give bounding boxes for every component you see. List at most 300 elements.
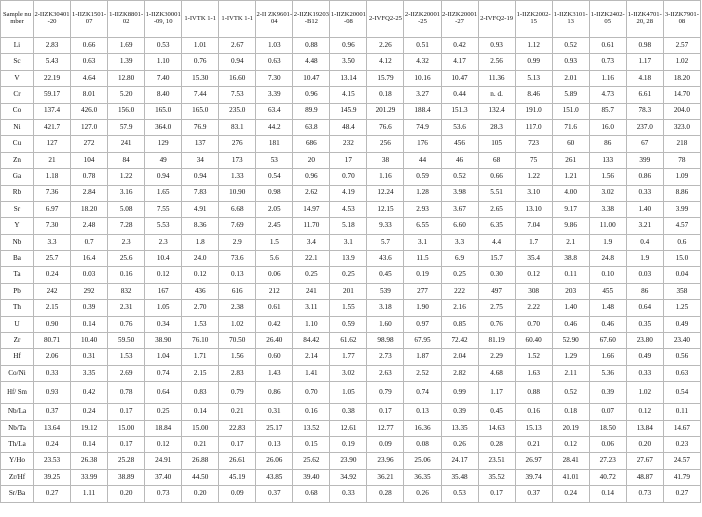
table-cell: 3.21 — [626, 218, 663, 234]
table-cell: 5.36 — [589, 365, 626, 381]
table-cell: 686 — [293, 136, 330, 152]
table-cell: 0.37 — [256, 486, 293, 502]
table-cell: 23.40 — [663, 333, 700, 349]
row-label: U — [1, 316, 34, 332]
table-cell: 23.90 — [330, 453, 367, 469]
table-cell: 0.76 — [478, 316, 515, 332]
table-cell: 2.22 — [515, 300, 552, 316]
table-cell: 13.35 — [441, 420, 478, 436]
table-cell: 10.16 — [404, 70, 441, 86]
table-cell: 7.44 — [182, 87, 219, 103]
table-cell: 1.18 — [34, 169, 71, 185]
table-cell: 2.15 — [182, 365, 219, 381]
table-cell: 1.9 — [626, 251, 663, 267]
row-label: Zr — [1, 333, 34, 349]
table-cell: 1.17 — [626, 54, 663, 70]
table-cell: 0.73 — [145, 486, 182, 502]
table-cell: 24.0 — [182, 251, 219, 267]
table-cell: 0.98 — [626, 38, 663, 54]
table-cell: 35.48 — [441, 469, 478, 485]
table-cell: 35.4 — [515, 251, 552, 267]
table-cell: 1.40 — [552, 300, 589, 316]
table-cell: 0.12 — [145, 436, 182, 452]
table-cell: 1.52 — [515, 349, 552, 365]
table-cell: 0.64 — [145, 382, 182, 404]
table-cell: 2.52 — [404, 365, 441, 381]
table-cell: 0.37 — [34, 404, 71, 420]
table-cell: 2.3 — [108, 234, 145, 250]
column-header: 2-IVFQ2-25 — [367, 1, 404, 38]
table-cell: 0.88 — [293, 38, 330, 54]
table-cell: 3.1 — [404, 234, 441, 250]
table-cell: 272 — [71, 136, 108, 152]
table-cell: 426.0 — [71, 103, 108, 119]
table-cell: 2.14 — [293, 349, 330, 365]
table-cell: 1.71 — [182, 349, 219, 365]
table-cell: 2.26 — [367, 38, 404, 54]
table-cell: 5.7 — [367, 234, 404, 250]
table-cell: 0.24 — [34, 267, 71, 283]
table-cell: 1.21 — [552, 169, 589, 185]
table-cell: 0.76 — [108, 316, 145, 332]
table-cell: 1.05 — [145, 300, 182, 316]
table-cell: 4.73 — [589, 87, 626, 103]
table-cell: 24.91 — [145, 453, 182, 469]
table-cell: 44.2 — [256, 119, 293, 135]
table-cell: 0.78 — [71, 169, 108, 185]
table-cell: 6.9 — [441, 251, 478, 267]
table-cell: 25.17 — [256, 420, 293, 436]
table-cell: 5.20 — [108, 87, 145, 103]
table-cell: 5.13 — [515, 70, 552, 86]
table-cell: 0.17 — [108, 404, 145, 420]
column-header: 1-IIZK1501-07 — [71, 1, 108, 38]
table-cell: 23.51 — [478, 453, 515, 469]
table-cell: 0.79 — [367, 382, 404, 404]
table-cell: 1.56 — [219, 349, 256, 365]
table-cell: 7.36 — [34, 185, 71, 201]
table-cell: 0.09 — [367, 436, 404, 452]
table-cell: 44 — [404, 152, 441, 168]
table-cell: 4.53 — [330, 201, 367, 217]
table-cell: 7.55 — [145, 201, 182, 217]
table-cell: 256 — [367, 136, 404, 152]
table-cell: 181 — [256, 136, 293, 152]
table-cell: 11.5 — [404, 251, 441, 267]
table-cell: 4.91 — [182, 201, 219, 217]
table-cell: 0.46 — [552, 316, 589, 332]
table-cell: 0.39 — [441, 404, 478, 420]
table-cell: 1.09 — [663, 169, 700, 185]
table-cell: 1.12 — [515, 38, 552, 54]
table-cell: 39.25 — [34, 469, 71, 485]
table-row — [1, 316, 701, 332]
table-cell: 218 — [663, 136, 700, 152]
table-cell: 0.26 — [441, 436, 478, 452]
table-cell: 222 — [441, 283, 478, 299]
table-cell: 12.24 — [367, 185, 404, 201]
table-cell: 38.90 — [145, 333, 182, 349]
table-cell: 7.28 — [108, 218, 145, 234]
table-cell: 0.4 — [626, 234, 663, 250]
table-cell: 0.42 — [441, 38, 478, 54]
table-cell: 40.72 — [589, 469, 626, 485]
table-cell: 60.40 — [515, 333, 552, 349]
table-row — [1, 300, 701, 316]
table-cell: 235.0 — [219, 103, 256, 119]
table-cell: 1.16 — [589, 70, 626, 86]
table-row — [1, 469, 701, 485]
table-cell: 2.11 — [552, 365, 589, 381]
table-cell: 0.94 — [145, 169, 182, 185]
table-cell: 3.02 — [330, 365, 367, 381]
table-cell: 4.32 — [404, 54, 441, 70]
table-row — [1, 436, 701, 452]
table-cell: 25.6 — [108, 251, 145, 267]
table-cell: 12.15 — [367, 201, 404, 217]
table-cell: 133 — [589, 152, 626, 168]
table-cell: 8.46 — [515, 87, 552, 103]
row-label: Y/Ho — [1, 453, 34, 469]
table-cell: 0.25 — [293, 267, 330, 283]
column-header: 1-IIZK8801-02 — [108, 1, 145, 38]
corner-header: Sample number — [1, 1, 34, 38]
table-cell: 12.80 — [108, 70, 145, 86]
table-cell: 0.70 — [293, 382, 330, 404]
table-cell: 25.7 — [34, 251, 71, 267]
table-cell: 59.50 — [108, 333, 145, 349]
table-cell: 0.70 — [515, 316, 552, 332]
table-cell: 2.83 — [34, 38, 71, 54]
table-cell: 80.71 — [34, 333, 71, 349]
table-cell: 0.98 — [256, 185, 293, 201]
table-cell: 46 — [441, 152, 478, 168]
table-cell: 86 — [589, 136, 626, 152]
table-cell: 1.22 — [108, 169, 145, 185]
table-cell: 0.16 — [108, 267, 145, 283]
table-cell: 1.02 — [626, 382, 663, 404]
table-cell: 0.56 — [663, 349, 700, 365]
table-cell: 1.43 — [256, 365, 293, 381]
table-cell: 0.24 — [552, 486, 589, 502]
table-cell: 0.61 — [589, 38, 626, 54]
table-row — [1, 169, 701, 185]
table-cell: 15.00 — [182, 420, 219, 436]
table-cell: 0.46 — [589, 316, 626, 332]
table-cell: 0.14 — [71, 436, 108, 452]
table-cell: 3.39 — [256, 87, 293, 103]
table-cell: 0.37 — [515, 486, 552, 502]
table-cell: 539 — [367, 283, 404, 299]
table-cell: 7.53 — [219, 87, 256, 103]
table-cell: 1.87 — [404, 349, 441, 365]
table-cell: 436 — [182, 283, 219, 299]
table-cell: 0.19 — [330, 436, 367, 452]
table-cell: 0.93 — [34, 382, 71, 404]
table-cell: 25.06 — [404, 453, 441, 469]
table-cell: 1.04 — [145, 349, 182, 365]
table-cell: 2.04 — [441, 349, 478, 365]
table-cell: 0.20 — [626, 436, 663, 452]
table-cell: 0.17 — [219, 436, 256, 452]
table-cell: 1.55 — [330, 300, 367, 316]
table-cell: 43.6 — [367, 251, 404, 267]
table-cell: 0.21 — [182, 436, 219, 452]
table-cell: 78.3 — [626, 103, 663, 119]
table-cell: 0.94 — [182, 169, 219, 185]
table-cell: 4.48 — [293, 54, 330, 70]
table-cell: 2.83 — [219, 365, 256, 381]
row-label: Sr/Ba — [1, 486, 34, 502]
table-cell: 2.57 — [663, 38, 700, 54]
table-cell: 98.98 — [367, 333, 404, 349]
table-cell: 0.21 — [219, 404, 256, 420]
header-row — [1, 1, 701, 38]
table-cell: 191.0 — [515, 103, 552, 119]
table-cell: 0.85 — [441, 316, 478, 332]
table-cell: 1.7 — [515, 234, 552, 250]
table-cell: 0.18 — [367, 87, 404, 103]
table-cell: 75 — [515, 152, 552, 168]
table-cell: 89.9 — [293, 103, 330, 119]
table-cell: 68 — [478, 152, 515, 168]
table-row — [1, 486, 701, 502]
table-cell: 1.60 — [367, 316, 404, 332]
table-cell: 151.3 — [441, 103, 478, 119]
table-cell: 0.17 — [108, 436, 145, 452]
table-cell: 421.7 — [34, 119, 71, 135]
table-cell: 137 — [182, 136, 219, 152]
table-cell: 2.01 — [552, 70, 589, 86]
table-cell: 1.48 — [589, 300, 626, 316]
table-cell: 9.17 — [552, 201, 589, 217]
table-cell: 242 — [34, 283, 71, 299]
table-row — [1, 365, 701, 381]
table-cell: 0.12 — [515, 267, 552, 283]
table-cell: 4.64 — [71, 70, 108, 86]
row-label: Ga — [1, 169, 34, 185]
table-cell: 15.7 — [478, 251, 515, 267]
table-cell: 21 — [34, 152, 71, 168]
table-cell: 26.38 — [71, 453, 108, 469]
table-cell: 0.60 — [256, 349, 293, 365]
row-label: Nb/La — [1, 404, 34, 420]
table-cell: 4.4 — [478, 234, 515, 250]
table-cell: 26.97 — [515, 453, 552, 469]
table-cell: 455 — [589, 283, 626, 299]
table-cell: 12.61 — [330, 420, 367, 436]
table-cell: 0.13 — [219, 267, 256, 283]
table-cell: 117.0 — [515, 119, 552, 135]
table-cell: 85.7 — [589, 103, 626, 119]
table-cell: 5.53 — [145, 218, 182, 234]
table-cell: 9.86 — [552, 218, 589, 234]
table-cell: 2.38 — [219, 300, 256, 316]
table-cell: 616 — [219, 283, 256, 299]
table-cell: 24.8 — [589, 251, 626, 267]
table-cell: 1.29 — [552, 349, 589, 365]
table-cell: 5.51 — [478, 185, 515, 201]
table-cell: 132.4 — [478, 103, 515, 119]
table-cell: 48.4 — [330, 119, 367, 135]
table-cell: 0.26 — [404, 486, 441, 502]
table-row — [1, 136, 701, 152]
table-cell: 0.7 — [71, 234, 108, 250]
table-cell: 1.65 — [145, 185, 182, 201]
table-cell: 0.20 — [182, 486, 219, 502]
table-cell: 1.53 — [108, 349, 145, 365]
table-cell: 241 — [108, 136, 145, 152]
table-cell: 8.01 — [71, 87, 108, 103]
table-row — [1, 267, 701, 283]
table-cell: 0.28 — [478, 436, 515, 452]
table-cell: 0.04 — [663, 267, 700, 283]
table-cell: 81.19 — [478, 333, 515, 349]
table-cell: 4.57 — [663, 218, 700, 234]
table-cell: 0.66 — [71, 38, 108, 54]
row-label: Th — [1, 300, 34, 316]
table-cell: 23.53 — [34, 453, 71, 469]
table-cell: 16.60 — [219, 70, 256, 86]
table-cell: 71.6 — [552, 119, 589, 135]
table-cell: 6.35 — [478, 218, 515, 234]
table-cell: 2.45 — [256, 218, 293, 234]
table-cell: 7.30 — [34, 218, 71, 234]
table-cell: 8.40 — [145, 87, 182, 103]
table-cell: 73.6 — [219, 251, 256, 267]
column-header: 2-IIZK19203-B12 — [293, 1, 330, 38]
table-cell: 2.48 — [71, 218, 108, 234]
table-cell: 129 — [145, 136, 182, 152]
table-cell: 0.70 — [330, 169, 367, 185]
table-cell: 0.08 — [404, 436, 441, 452]
table-cell: 0.93 — [552, 54, 589, 70]
table-cell: 7.40 — [145, 70, 182, 86]
column-header: 2-II ZK9601-04 — [256, 1, 293, 38]
table-cell: 15.30 — [182, 70, 219, 86]
table-cell: 13.10 — [515, 201, 552, 217]
table-cell: 9.33 — [367, 218, 404, 234]
table-cell: 0.59 — [404, 169, 441, 185]
table-cell: 104 — [71, 152, 108, 168]
table-cell: 0.74 — [145, 365, 182, 381]
table-cell: 14.70 — [663, 87, 700, 103]
table-cell: 44.50 — [182, 469, 219, 485]
table-cell: 0.59 — [330, 316, 367, 332]
table-cell: 1.22 — [515, 169, 552, 185]
table-cell: 0.16 — [293, 404, 330, 420]
table-cell: 67.60 — [589, 333, 626, 349]
table-cell: 0.51 — [404, 38, 441, 54]
row-label: Co — [1, 103, 34, 119]
table-cell: 3.3 — [34, 234, 71, 250]
table-cell: 176 — [404, 136, 441, 152]
table-cell: 0.49 — [663, 316, 700, 332]
column-header: 1-IIZK30001-09, 10 — [145, 1, 182, 38]
table-cell: 2.05 — [256, 201, 293, 217]
row-label: Hf — [1, 349, 34, 365]
table-cell: 6.68 — [219, 201, 256, 217]
table-cell: 52.90 — [552, 333, 589, 349]
table-cell: 5.08 — [108, 201, 145, 217]
table-cell: 84.42 — [293, 333, 330, 349]
table-cell: 127 — [34, 136, 71, 152]
table-cell: 137.4 — [34, 103, 71, 119]
table-cell: 0.17 — [478, 486, 515, 502]
table-cell: 0.78 — [108, 382, 145, 404]
table-cell: 0.28 — [367, 486, 404, 502]
row-label: Ta — [1, 267, 34, 283]
table-cell: 188.4 — [404, 103, 441, 119]
table-cell: 10.47 — [293, 70, 330, 86]
table-cell: 4.00 — [552, 185, 589, 201]
table-cell: 237.0 — [626, 119, 663, 135]
row-label: V — [1, 70, 34, 86]
table-cell: 2.29 — [478, 349, 515, 365]
table-cell: 0.31 — [71, 349, 108, 365]
table-cell: 70.50 — [219, 333, 256, 349]
table-cell: 0.44 — [441, 87, 478, 103]
table-cell: 6.61 — [626, 87, 663, 103]
table-cell: 3.3 — [441, 234, 478, 250]
table-cell: 74.9 — [404, 119, 441, 135]
table-cell: 1.63 — [515, 365, 552, 381]
table-cell: 18.20 — [663, 70, 700, 86]
table-cell: 19.12 — [71, 420, 108, 436]
table-cell: 41.01 — [552, 469, 589, 485]
table-cell: 1.02 — [663, 54, 700, 70]
table-cell: 0.96 — [330, 38, 367, 54]
table-cell: 167 — [145, 283, 182, 299]
table-cell: 0.52 — [552, 382, 589, 404]
table-row — [1, 103, 701, 119]
table-cell: 59.17 — [34, 87, 71, 103]
table-cell: 20 — [293, 152, 330, 168]
table-cell: 14.63 — [478, 420, 515, 436]
table-cell: 2.9 — [219, 234, 256, 250]
table-cell: 15.13 — [515, 420, 552, 436]
table-cell: 4.15 — [330, 87, 367, 103]
table-cell: 3.02 — [589, 185, 626, 201]
table-cell: 2.84 — [71, 185, 108, 201]
table-cell: 5.89 — [552, 87, 589, 103]
row-label: Th/La — [1, 436, 34, 452]
table-cell: 1.8 — [182, 234, 219, 250]
table-cell: 0.45 — [478, 404, 515, 420]
table-cell: 0.06 — [256, 267, 293, 283]
table-cell: 2.65 — [478, 201, 515, 217]
row-label: Sc — [1, 54, 34, 70]
table-cell: 1.02 — [219, 316, 256, 332]
table-cell: 0.12 — [626, 404, 663, 420]
table-cell: 18.84 — [145, 420, 182, 436]
table-cell: 86 — [626, 283, 663, 299]
table-cell: 0.94 — [219, 54, 256, 70]
column-header: 1-IIZK20001-08 — [330, 1, 367, 38]
table-cell: 0.93 — [478, 38, 515, 54]
table-cell: 0.42 — [256, 316, 293, 332]
table-cell: 0.25 — [145, 404, 182, 420]
table-cell: 10.4 — [145, 251, 182, 267]
table-cell: 26.88 — [182, 453, 219, 469]
table-row — [1, 152, 701, 168]
table-cell: 1.77 — [330, 349, 367, 365]
table-cell: 16.4 — [71, 251, 108, 267]
table-cell: 2.82 — [441, 365, 478, 381]
table-cell: 1.41 — [293, 365, 330, 381]
table-row — [1, 70, 701, 86]
table-cell: 60 — [552, 136, 589, 152]
